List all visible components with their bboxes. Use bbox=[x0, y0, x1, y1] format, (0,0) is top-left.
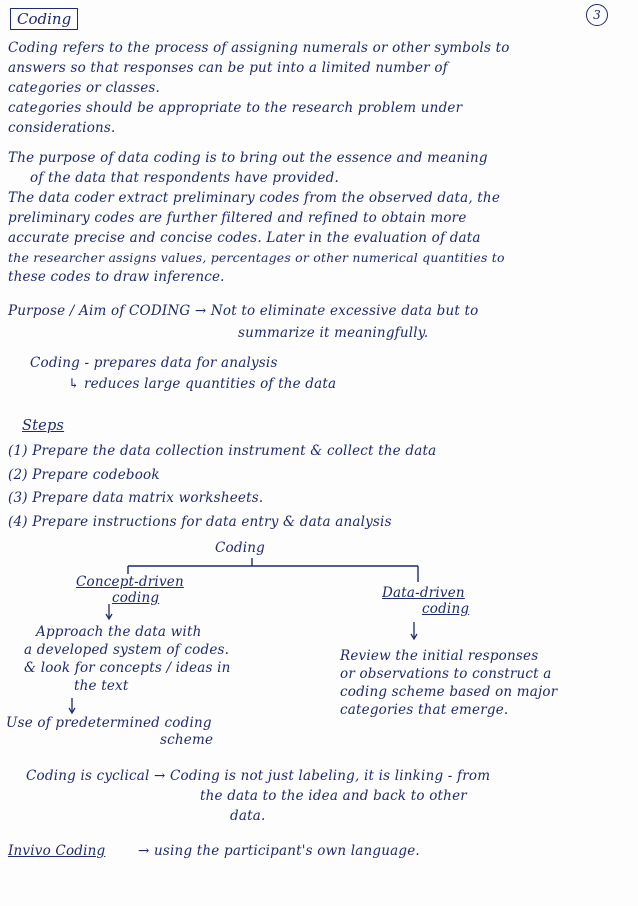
tree-left-title: Concept-driven bbox=[76, 574, 184, 590]
tree-right-desc-3: coding scheme based on major bbox=[340, 684, 558, 700]
intro-line-1: Coding refers to the process of assigning numerals or other symbols to bbox=[8, 40, 510, 56]
cyclical-line-3: data. bbox=[230, 808, 266, 824]
tree-right-desc-4: categories that emerge. bbox=[340, 702, 509, 718]
step-2: (2) Prepare codebook bbox=[8, 467, 160, 483]
step-4: (4) Prepare instructions for data entry & data analysis bbox=[8, 514, 392, 530]
intro-line-4: categories should be appropriate to the research problem under bbox=[8, 100, 463, 116]
intro-line-2: answers so that responses can be put into a limited number of bbox=[8, 60, 448, 76]
tree-left-desc-3: & look for concepts / ideas in bbox=[24, 660, 231, 676]
tree-left-desc-2: a developed system of codes. bbox=[24, 642, 230, 658]
prepares-line-2: ↳ reduces large quantities of the data bbox=[68, 376, 337, 392]
purpose-line-6: the researcher assigns values, percentages or other numerical quantities to bbox=[8, 250, 505, 265]
invivo-text: → using the participant's own language. bbox=[138, 843, 420, 859]
step-1: (1) Prepare the data collection instrument & collect the data bbox=[8, 443, 437, 459]
prepares-line-1: Coding - prepares data for analysis bbox=[30, 355, 278, 371]
cyclical-line-1: Coding is cyclical → Coding is not just labeling, it is linking - from bbox=[26, 768, 491, 784]
purpose-line-5: accurate precise and concise codes. Later in the evaluation of data bbox=[8, 230, 481, 246]
tree-right-title: Data-driven bbox=[382, 585, 465, 601]
step-3: (3) Prepare data matrix worksheets. bbox=[8, 490, 264, 506]
purpose-line-7: these codes to draw inference. bbox=[8, 269, 225, 285]
tree-left-bottom-2: scheme bbox=[160, 732, 214, 748]
purpose-line-4: preliminary codes are further filtered and refined to obtain more bbox=[8, 210, 467, 226]
invivo-label: Invivo Coding bbox=[8, 843, 106, 859]
page-number: 3 bbox=[586, 4, 608, 26]
intro-line-3: categories or classes. bbox=[8, 80, 161, 96]
purpose-line-2: of the data that respondents have provided. bbox=[30, 170, 339, 186]
tree-left-title-2: coding bbox=[112, 590, 160, 606]
purpose-line-1: The purpose of data coding is to bring out the essence and meaning bbox=[8, 150, 488, 166]
tree-left-bottom-1: Use of predetermined coding bbox=[6, 715, 212, 731]
cyclical-line-2: the data to the idea and back to other bbox=[200, 788, 467, 804]
tree-right-desc-2: or observations to construct a bbox=[340, 666, 552, 682]
tree-left-desc-1: Approach the data with bbox=[36, 624, 202, 640]
purpose-line-3: The data coder extract preliminary codes from the observed data, the bbox=[8, 190, 501, 206]
tree-right-desc-1: Review the initial responses bbox=[340, 648, 539, 664]
steps-heading: Steps bbox=[22, 418, 65, 434]
aim-line-2: summarize it meaningfully. bbox=[238, 325, 429, 341]
tree-left-desc-4: the text bbox=[74, 678, 129, 694]
page-title: Coding bbox=[10, 8, 78, 30]
tree-root: Coding bbox=[215, 540, 265, 556]
tree-right-title-2: coding bbox=[422, 601, 470, 617]
intro-line-5: considerations. bbox=[8, 120, 116, 136]
aim-line-1: Purpose / Aim of CODING → Not to eliminate excessive data but to bbox=[8, 303, 479, 319]
